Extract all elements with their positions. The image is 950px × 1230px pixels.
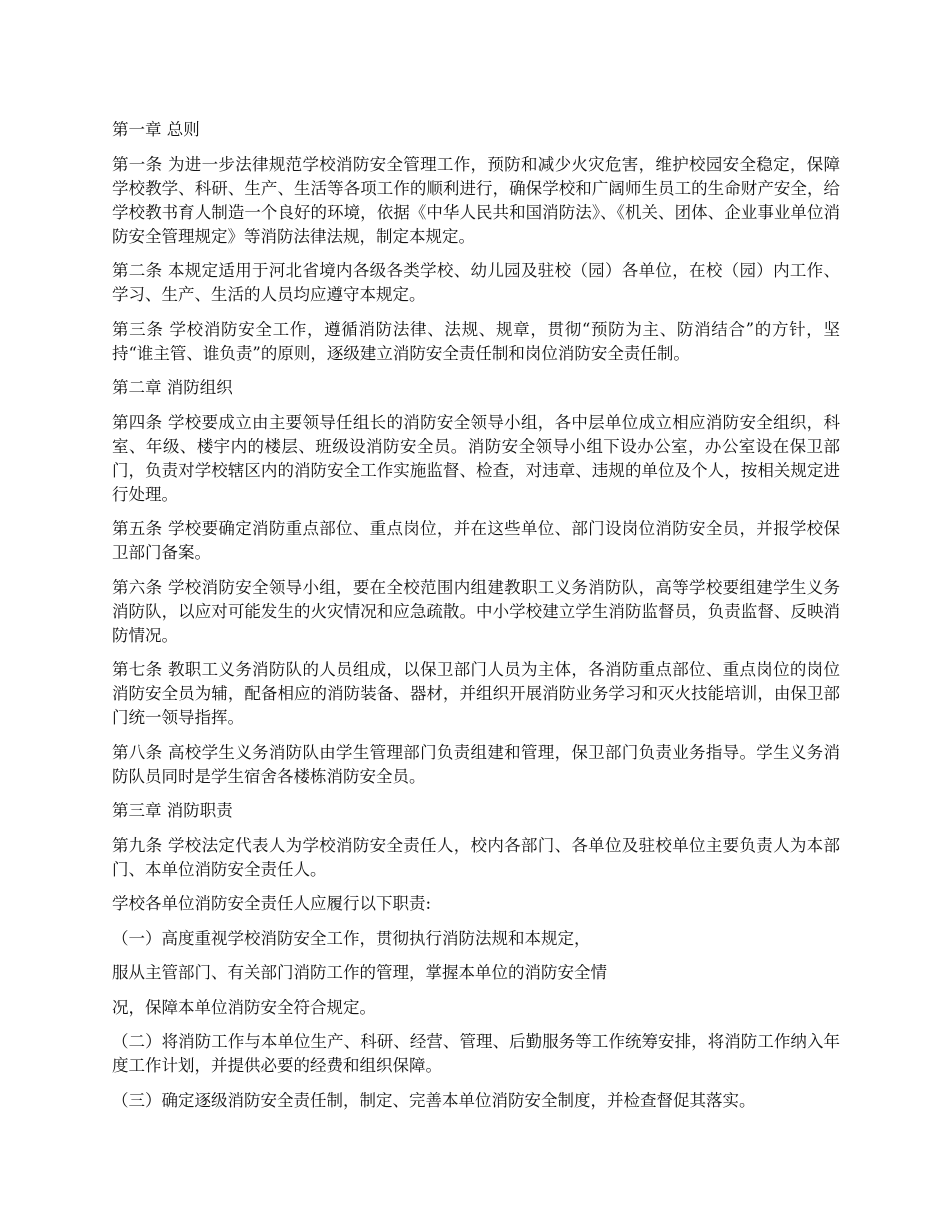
article-4: 第四条 学校要成立由主要领导任组长的消防安全领导小组，各中层单位成立相应消防安全组织，科室、年级、楼宇内的楼层、班级设消防安全员。消防安全领导小组下设办公室，办公室设在保卫部门，负责对学校辖区内的消防安全工作实施监督、检查，对违章、违规的单位及个人，按相关规定进行处理。: [112, 412, 840, 504]
duty-2: （二）将消防工作与本单位生产、科研、经营、管理、后勤服务等工作统筹安排，将消防工作纳入年度工作计划，并提供必要的经费和组织保障。: [112, 1032, 840, 1075]
duty-1-line-2: 服从主管部门、有关部门消防工作的管理，掌握本单位的消防安全情: [112, 963, 607, 982]
document-page: [112, 118, 840, 1123]
article-8: 第八条 高校学生义务消防队由学生管理部门负责组建和管理，保卫部门负责业务指导。学生义务消防队员同时是学生宿舍各楼栋消防安全员。: [112, 742, 840, 786]
chapter-heading-3: 第三章 消防职责: [112, 801, 233, 820]
duty-1-line-1: （一）高度重视学校消防安全工作，贯彻执行消防法规和本规定，: [112, 928, 591, 948]
article-2: 第二条 本规定适用于河北省境内各级各类学校、幼儿园及驻校（园）各单位，在校（园）内工作、学习、生产、生活的人员均应遵守本规定。: [112, 261, 840, 304]
article-5: 第五条 学校要确定消防重点部位、重点岗位，并在这些单位、部门设岗位消防安全员，并报学校保卫部门备案。: [112, 519, 840, 562]
chapter-heading-1: 第一章 总则: [112, 120, 200, 139]
article-7: 第七条 教职工义务消防队的人员组成，以保卫部门人员为主体，各消防重点部位、重点岗位的岗位消防安全员为辅，配备相应的消防装备、器材，并组织开展消防业务学习和灭火技能培训，由保卫部门统一领导指挥。: [112, 660, 840, 727]
chapter-heading-2: 第二章 消防组织: [112, 378, 233, 397]
article-6: 第六条 学校消防安全领导小组，要在全校范围内组建教职工义务消防队，高等学校要组建学生义务消防队，以应对可能发生的火灾情况和应急疏散。中小学校建立学生消防监督员，负责监督、反映消防情况。: [112, 577, 840, 645]
article-1: 第一条 为进一步法律规范学校消防安全管理工作，预防和减少火灾危害，维护校园安全稳定，保障学校教学、科研、生产、生活等各项工作的顺利进行，确保学校和广阔师生员工的生命财产安全，给学校教书育人制造一个良好的环境，依据《中华人民共和国消防法》、《机关、团体、企业事业单位消防安全管理规定》等消防法律法规，制定本规定。: [112, 154, 840, 246]
article-9: 第九条 学校法定代表人为学校消防安全责任人，校内各部门、各单位及驻校单位主要负责人为本部门、本单位消防安全责任人。: [112, 835, 840, 879]
duty-1-line-3: 况，保障本单位消防安全符合规定。: [112, 997, 376, 1017]
article-3: 第三条 学校消防安全工作，遵循消防法律、法规、规章，贯彻“预防为主、防消结合”的方针，坚持“谁主管、谁负责”的原则，逐级建立消防安全责任制和岗位消防安全责任制。: [112, 319, 840, 363]
duty-3: （三）确定逐级消防安全责任制，制定、完善本单位消防安全制度，并检查督促其落实。: [112, 1090, 756, 1110]
duties-intro: 学校各单位消防安全责任人应履行以下职责:: [112, 894, 432, 913]
